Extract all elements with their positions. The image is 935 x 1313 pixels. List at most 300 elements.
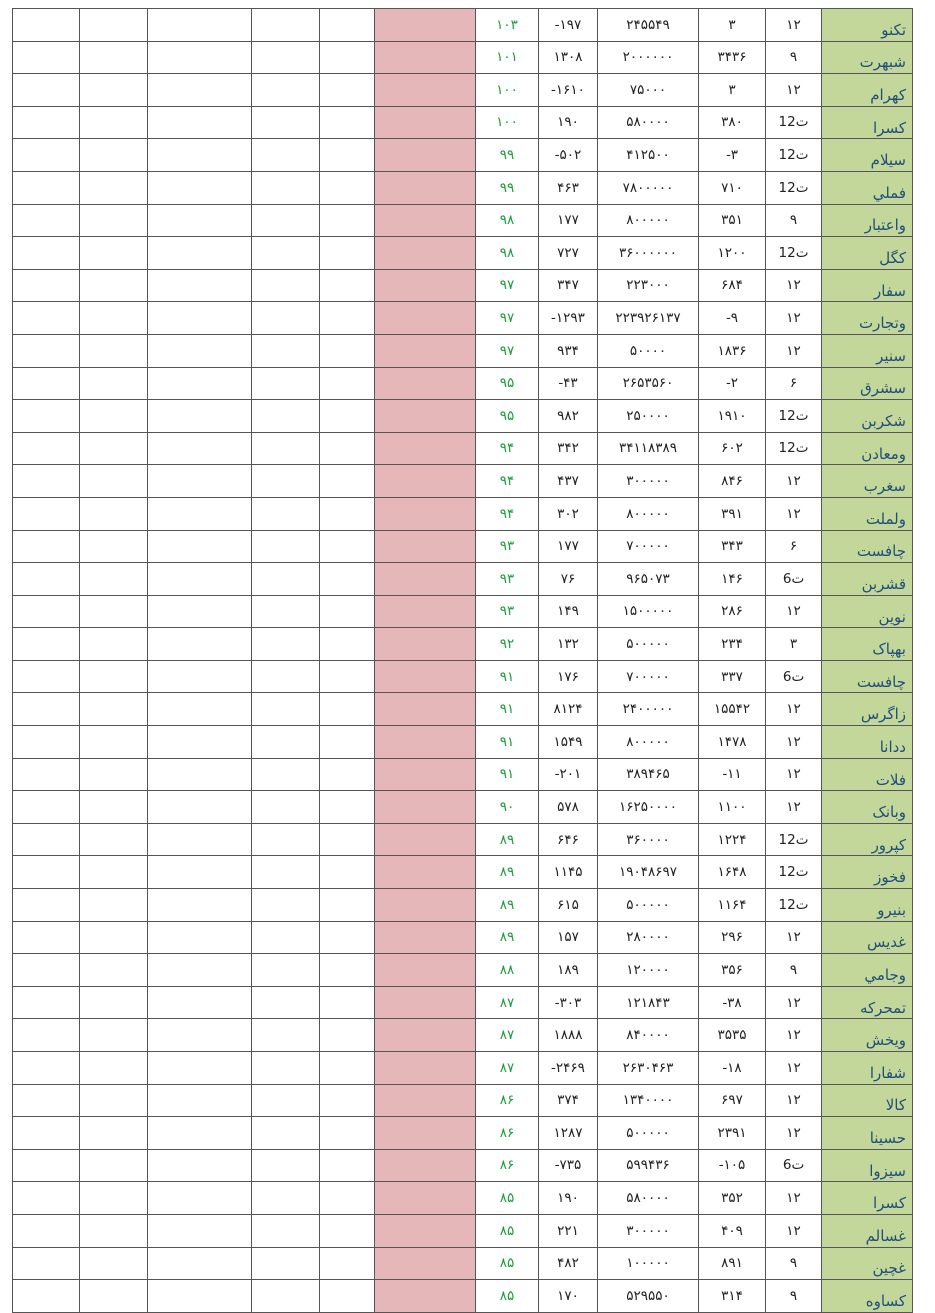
empty-cell[interactable]	[148, 1149, 252, 1182]
change-cell[interactable]: ۱۹۰	[539, 106, 598, 139]
change-cell[interactable]: ۶۴۶	[539, 823, 598, 856]
empty-cell[interactable]	[320, 497, 375, 530]
change-cell[interactable]: ۲۲۱	[539, 1214, 598, 1247]
empty-cell[interactable]	[80, 334, 148, 367]
volume-cell[interactable]: ۵۰۰۰۰	[598, 334, 699, 367]
change-cell[interactable]: ۷۲۷	[539, 237, 598, 270]
empty-cell[interactable]	[13, 889, 80, 922]
pink-cell[interactable]	[375, 791, 476, 824]
pink-cell[interactable]	[375, 302, 476, 335]
group-cell[interactable]: ۱۲	[766, 269, 822, 302]
empty-cell[interactable]	[13, 530, 80, 563]
symbol-cell[interactable]: چافست	[822, 660, 913, 693]
empty-cell[interactable]	[252, 171, 320, 204]
empty-cell[interactable]	[13, 986, 80, 1019]
percent-cell[interactable]: ۹۷	[476, 269, 539, 302]
volume-cell[interactable]: ۵۰۰۰۰۰	[598, 889, 699, 922]
empty-cell[interactable]	[148, 628, 252, 661]
empty-cell[interactable]	[13, 1117, 80, 1150]
volume-cell[interactable]: ۲۲۳۹۲۶۱۳۷	[598, 302, 699, 335]
percent-cell[interactable]: ۹۱	[476, 660, 539, 693]
change-cell[interactable]: ۱۳۰۸	[539, 41, 598, 74]
empty-cell[interactable]	[80, 1149, 148, 1182]
change-cell[interactable]: -۱۹۷	[539, 9, 598, 42]
group-cell[interactable]: 12ت	[766, 856, 822, 889]
empty-cell[interactable]	[320, 367, 375, 400]
percent-cell[interactable]: ۹۷	[476, 302, 539, 335]
percent-cell[interactable]: ۸۹	[476, 856, 539, 889]
change-cell[interactable]: ۱۷۶	[539, 660, 598, 693]
empty-cell[interactable]	[13, 41, 80, 74]
symbol-cell[interactable]: قشربن	[822, 563, 913, 596]
volume-cell[interactable]: ۲۶۳۰۴۶۳	[598, 1052, 699, 1085]
empty-cell[interactable]	[13, 334, 80, 367]
empty-cell[interactable]	[252, 74, 320, 107]
percent-cell[interactable]: ۹۳	[476, 563, 539, 596]
empty-cell[interactable]	[13, 1280, 80, 1313]
empty-cell[interactable]	[13, 302, 80, 335]
empty-cell[interactable]	[252, 1247, 320, 1280]
price-cell[interactable]: ۳۵۳۵	[699, 1019, 766, 1052]
empty-cell[interactable]	[148, 41, 252, 74]
empty-cell[interactable]	[148, 823, 252, 856]
change-cell[interactable]: ۳۷۴	[539, 1084, 598, 1117]
pink-cell[interactable]	[375, 595, 476, 628]
group-cell[interactable]: 12ت	[766, 400, 822, 433]
percent-cell[interactable]: ۹۰	[476, 791, 539, 824]
symbol-cell[interactable]: سیزوا	[822, 1149, 913, 1182]
price-cell[interactable]: ۲۸۶	[699, 595, 766, 628]
group-cell[interactable]: ۱۲	[766, 1084, 822, 1117]
empty-cell[interactable]	[80, 400, 148, 433]
group-cell[interactable]: ۳	[766, 628, 822, 661]
group-cell[interactable]: ۹	[766, 954, 822, 987]
empty-cell[interactable]	[80, 1117, 148, 1150]
empty-cell[interactable]	[148, 1247, 252, 1280]
price-cell[interactable]: ۸۴۶	[699, 465, 766, 498]
empty-cell[interactable]	[13, 726, 80, 759]
group-cell[interactable]: ۹	[766, 1280, 822, 1313]
price-cell[interactable]: ۸۹۱	[699, 1247, 766, 1280]
empty-cell[interactable]	[80, 628, 148, 661]
change-cell[interactable]: ۱۸۸۸	[539, 1019, 598, 1052]
empty-cell[interactable]	[148, 693, 252, 726]
empty-cell[interactable]	[80, 9, 148, 42]
empty-cell[interactable]	[320, 530, 375, 563]
price-cell[interactable]: -۳۸	[699, 986, 766, 1019]
change-cell[interactable]: ۱۵۴۹	[539, 726, 598, 759]
price-cell[interactable]: ۱۲۲۴	[699, 823, 766, 856]
empty-cell[interactable]	[148, 400, 252, 433]
empty-cell[interactable]	[320, 1149, 375, 1182]
empty-cell[interactable]	[13, 563, 80, 596]
percent-cell[interactable]: ۸۷	[476, 986, 539, 1019]
empty-cell[interactable]	[320, 791, 375, 824]
empty-cell[interactable]	[148, 889, 252, 922]
volume-cell[interactable]: ۵۲۹۵۵۰	[598, 1280, 699, 1313]
percent-cell[interactable]: ۹۳	[476, 595, 539, 628]
percent-cell[interactable]: ۹۵	[476, 367, 539, 400]
change-cell[interactable]: ۱۷۷	[539, 204, 598, 237]
symbol-cell[interactable]: سیلام	[822, 139, 913, 172]
group-cell[interactable]: 12ت	[766, 171, 822, 204]
group-cell[interactable]: ۱۲	[766, 726, 822, 759]
volume-cell[interactable]: ۴۱۲۵۰۰	[598, 139, 699, 172]
pink-cell[interactable]	[375, 758, 476, 791]
change-cell[interactable]: -۷۳۵	[539, 1149, 598, 1182]
empty-cell[interactable]	[80, 563, 148, 596]
empty-cell[interactable]	[320, 1182, 375, 1215]
group-cell[interactable]: ۱۲	[766, 497, 822, 530]
pink-cell[interactable]	[375, 1149, 476, 1182]
empty-cell[interactable]	[148, 1019, 252, 1052]
change-cell[interactable]: ۱۱۴۵	[539, 856, 598, 889]
change-cell[interactable]: ۱۵۷	[539, 921, 598, 954]
volume-cell[interactable]: ۱۵۰۰۰۰۰	[598, 595, 699, 628]
empty-cell[interactable]	[13, 1214, 80, 1247]
percent-cell[interactable]: ۸۶	[476, 1117, 539, 1150]
percent-cell[interactable]: ۱۰۰	[476, 74, 539, 107]
empty-cell[interactable]	[320, 1117, 375, 1150]
empty-cell[interactable]	[80, 302, 148, 335]
price-cell[interactable]: -۱۱	[699, 758, 766, 791]
change-cell[interactable]: -۴۳	[539, 367, 598, 400]
pink-cell[interactable]	[375, 660, 476, 693]
symbol-cell[interactable]: سغرب	[822, 465, 913, 498]
price-cell[interactable]: ۱۱۰۰	[699, 791, 766, 824]
volume-cell[interactable]: ۱۲۰۰۰۰	[598, 954, 699, 987]
pink-cell[interactable]	[375, 1214, 476, 1247]
pink-cell[interactable]	[375, 171, 476, 204]
pink-cell[interactable]	[375, 237, 476, 270]
empty-cell[interactable]	[80, 693, 148, 726]
percent-cell[interactable]: ۸۷	[476, 1019, 539, 1052]
empty-cell[interactable]	[13, 432, 80, 465]
percent-cell[interactable]: ۸۷	[476, 1052, 539, 1085]
volume-cell[interactable]: ۵۸۰۰۰۰	[598, 1182, 699, 1215]
symbol-cell[interactable]: غدیس	[822, 921, 913, 954]
symbol-cell[interactable]: وجامي	[822, 954, 913, 987]
group-cell[interactable]: 12ت	[766, 237, 822, 270]
empty-cell[interactable]	[252, 1084, 320, 1117]
empty-cell[interactable]	[320, 856, 375, 889]
empty-cell[interactable]	[13, 856, 80, 889]
volume-cell[interactable]: ۱۹۰۴۸۶۹۷	[598, 856, 699, 889]
pink-cell[interactable]	[375, 334, 476, 367]
empty-cell[interactable]	[80, 791, 148, 824]
percent-cell[interactable]: ۸۹	[476, 823, 539, 856]
empty-cell[interactable]	[320, 400, 375, 433]
pink-cell[interactable]	[375, 41, 476, 74]
group-cell[interactable]: 12ت	[766, 139, 822, 172]
empty-cell[interactable]	[13, 791, 80, 824]
empty-cell[interactable]	[13, 1149, 80, 1182]
percent-cell[interactable]: ۸۸	[476, 954, 539, 987]
price-cell[interactable]: ۳۵۲	[699, 1182, 766, 1215]
empty-cell[interactable]	[13, 921, 80, 954]
empty-cell[interactable]	[320, 302, 375, 335]
empty-cell[interactable]	[148, 954, 252, 987]
empty-cell[interactable]	[148, 791, 252, 824]
empty-cell[interactable]	[80, 237, 148, 270]
symbol-cell[interactable]: تکنو	[822, 9, 913, 42]
empty-cell[interactable]	[252, 823, 320, 856]
percent-cell[interactable]: ۹۱	[476, 693, 539, 726]
symbol-cell[interactable]: شفارا	[822, 1052, 913, 1085]
empty-cell[interactable]	[80, 889, 148, 922]
empty-cell[interactable]	[148, 726, 252, 759]
empty-cell[interactable]	[320, 9, 375, 42]
percent-cell[interactable]: ۸۶	[476, 1084, 539, 1117]
empty-cell[interactable]	[252, 106, 320, 139]
empty-cell[interactable]	[80, 367, 148, 400]
empty-cell[interactable]	[252, 432, 320, 465]
percent-cell[interactable]: ۹۴	[476, 432, 539, 465]
volume-cell[interactable]: ۱۶۲۵۰۰۰۰	[598, 791, 699, 824]
empty-cell[interactable]	[80, 530, 148, 563]
empty-cell[interactable]	[252, 693, 320, 726]
symbol-cell[interactable]: شبهرت	[822, 41, 913, 74]
price-cell[interactable]: -۱۸	[699, 1052, 766, 1085]
price-cell[interactable]: ۳۸۰	[699, 106, 766, 139]
change-cell[interactable]: ۴۶۳	[539, 171, 598, 204]
volume-cell[interactable]: ۳۶۰۰۰۰	[598, 823, 699, 856]
empty-cell[interactable]	[252, 302, 320, 335]
pink-cell[interactable]	[375, 497, 476, 530]
group-cell[interactable]: ۹	[766, 204, 822, 237]
empty-cell[interactable]	[252, 758, 320, 791]
empty-cell[interactable]	[80, 758, 148, 791]
change-cell[interactable]: ۱۸۹	[539, 954, 598, 987]
empty-cell[interactable]	[80, 660, 148, 693]
pink-cell[interactable]	[375, 823, 476, 856]
group-cell[interactable]: ۱۲	[766, 1117, 822, 1150]
price-cell[interactable]: ۳۹۱	[699, 497, 766, 530]
symbol-cell[interactable]: واعتبار	[822, 204, 913, 237]
pink-cell[interactable]	[375, 139, 476, 172]
percent-cell[interactable]: ۹۱	[476, 726, 539, 759]
pink-cell[interactable]	[375, 856, 476, 889]
empty-cell[interactable]	[80, 106, 148, 139]
empty-cell[interactable]	[13, 758, 80, 791]
group-cell[interactable]: ۱۲	[766, 758, 822, 791]
empty-cell[interactable]	[320, 1214, 375, 1247]
price-cell[interactable]: ۱۵۵۴۲	[699, 693, 766, 726]
empty-cell[interactable]	[80, 465, 148, 498]
pink-cell[interactable]	[375, 367, 476, 400]
volume-cell[interactable]: ۸۰۰۰۰۰	[598, 497, 699, 530]
change-cell[interactable]: ۳۴۲	[539, 432, 598, 465]
empty-cell[interactable]	[148, 106, 252, 139]
empty-cell[interactable]	[13, 9, 80, 42]
pink-cell[interactable]	[375, 1117, 476, 1150]
volume-cell[interactable]: ۱۰۰۰۰۰	[598, 1247, 699, 1280]
symbol-cell[interactable]: سشرق	[822, 367, 913, 400]
price-cell[interactable]: ۲۹۶	[699, 921, 766, 954]
empty-cell[interactable]	[320, 660, 375, 693]
empty-cell[interactable]	[320, 726, 375, 759]
group-cell[interactable]: ۱۲	[766, 9, 822, 42]
empty-cell[interactable]	[148, 139, 252, 172]
empty-cell[interactable]	[252, 921, 320, 954]
empty-cell[interactable]	[80, 1280, 148, 1313]
percent-cell[interactable]: ۹۸	[476, 204, 539, 237]
empty-cell[interactable]	[252, 139, 320, 172]
percent-cell[interactable]: ۸۵	[476, 1214, 539, 1247]
empty-cell[interactable]	[252, 628, 320, 661]
price-cell[interactable]: ۶۹۷	[699, 1084, 766, 1117]
change-cell[interactable]: ۵۷۸	[539, 791, 598, 824]
percent-cell[interactable]: ۸۵	[476, 1247, 539, 1280]
pink-cell[interactable]	[375, 563, 476, 596]
empty-cell[interactable]	[13, 74, 80, 107]
symbol-cell[interactable]: فملي	[822, 171, 913, 204]
symbol-cell[interactable]: کسرا	[822, 1182, 913, 1215]
symbol-cell[interactable]: وبانک	[822, 791, 913, 824]
empty-cell[interactable]	[148, 530, 252, 563]
empty-cell[interactable]	[320, 823, 375, 856]
price-cell[interactable]: ۱۹۱۰	[699, 400, 766, 433]
empty-cell[interactable]	[148, 334, 252, 367]
percent-cell[interactable]: ۹۴	[476, 497, 539, 530]
empty-cell[interactable]	[320, 628, 375, 661]
percent-cell[interactable]: ۹۳	[476, 530, 539, 563]
group-cell[interactable]: ۶	[766, 530, 822, 563]
empty-cell[interactable]	[148, 1084, 252, 1117]
volume-cell[interactable]: ۳۶۰۰۰۰۰۰	[598, 237, 699, 270]
pink-cell[interactable]	[375, 1052, 476, 1085]
empty-cell[interactable]	[148, 1117, 252, 1150]
empty-cell[interactable]	[320, 139, 375, 172]
pink-cell[interactable]	[375, 204, 476, 237]
volume-cell[interactable]: ۷۰۰۰۰۰	[598, 530, 699, 563]
symbol-cell[interactable]: کپرور	[822, 823, 913, 856]
price-cell[interactable]: ۳۳۷	[699, 660, 766, 693]
empty-cell[interactable]	[148, 563, 252, 596]
empty-cell[interactable]	[320, 954, 375, 987]
group-cell[interactable]: ۱۲	[766, 334, 822, 367]
empty-cell[interactable]	[148, 921, 252, 954]
percent-cell[interactable]: ۸۶	[476, 1149, 539, 1182]
empty-cell[interactable]	[252, 465, 320, 498]
empty-cell[interactable]	[13, 1084, 80, 1117]
empty-cell[interactable]	[320, 106, 375, 139]
pink-cell[interactable]	[375, 628, 476, 661]
volume-cell[interactable]: ۵۰۰۰۰۰	[598, 628, 699, 661]
empty-cell[interactable]	[252, 1019, 320, 1052]
change-cell[interactable]: ۱۴۹	[539, 595, 598, 628]
price-cell[interactable]: ۷۱۰	[699, 171, 766, 204]
empty-cell[interactable]	[252, 791, 320, 824]
symbol-cell[interactable]: فخوز	[822, 856, 913, 889]
symbol-cell[interactable]: ددانا	[822, 726, 913, 759]
change-cell[interactable]: -۱۶۱۰	[539, 74, 598, 107]
symbol-cell[interactable]: کهرام	[822, 74, 913, 107]
empty-cell[interactable]	[320, 889, 375, 922]
empty-cell[interactable]	[80, 269, 148, 302]
pink-cell[interactable]	[375, 1182, 476, 1215]
price-cell[interactable]: ۳	[699, 9, 766, 42]
empty-cell[interactable]	[252, 1214, 320, 1247]
symbol-cell[interactable]: حسینا	[822, 1117, 913, 1150]
empty-cell[interactable]	[80, 497, 148, 530]
empty-cell[interactable]	[252, 889, 320, 922]
symbol-cell[interactable]: بهپاک	[822, 628, 913, 661]
price-cell[interactable]: ۳۴۳	[699, 530, 766, 563]
volume-cell[interactable]: ۹۶۵۰۷۳	[598, 563, 699, 596]
pink-cell[interactable]	[375, 921, 476, 954]
price-cell[interactable]: ۶۸۴	[699, 269, 766, 302]
group-cell[interactable]: ۶	[766, 367, 822, 400]
empty-cell[interactable]	[252, 334, 320, 367]
change-cell[interactable]: ۱۲۸۷	[539, 1117, 598, 1150]
volume-cell[interactable]: ۲۶۵۳۵۶۰	[598, 367, 699, 400]
change-cell[interactable]: ۱۷۰	[539, 1280, 598, 1313]
percent-cell[interactable]: ۹۹	[476, 171, 539, 204]
price-cell[interactable]: -۳	[699, 139, 766, 172]
empty-cell[interactable]	[80, 432, 148, 465]
empty-cell[interactable]	[80, 74, 148, 107]
change-cell[interactable]: ۹۳۴	[539, 334, 598, 367]
change-cell[interactable]: -۲۴۶۹	[539, 1052, 598, 1085]
group-cell[interactable]: ۱۲	[766, 921, 822, 954]
volume-cell[interactable]: ۵۹۹۴۳۶	[598, 1149, 699, 1182]
empty-cell[interactable]	[13, 823, 80, 856]
group-cell[interactable]: ۱۲	[766, 465, 822, 498]
empty-cell[interactable]	[148, 660, 252, 693]
empty-cell[interactable]	[148, 758, 252, 791]
empty-cell[interactable]	[80, 921, 148, 954]
volume-cell[interactable]: ۷۵۰۰۰	[598, 74, 699, 107]
group-cell[interactable]: ۱۲	[766, 791, 822, 824]
group-cell[interactable]: ۹	[766, 1247, 822, 1280]
symbol-cell[interactable]: غچین	[822, 1247, 913, 1280]
empty-cell[interactable]	[252, 1117, 320, 1150]
symbol-cell[interactable]: ولملت	[822, 497, 913, 530]
change-cell[interactable]: ۳۰۲	[539, 497, 598, 530]
pink-cell[interactable]	[375, 1247, 476, 1280]
empty-cell[interactable]	[148, 856, 252, 889]
empty-cell[interactable]	[252, 237, 320, 270]
empty-cell[interactable]	[320, 74, 375, 107]
price-cell[interactable]: ۳۴۳۶	[699, 41, 766, 74]
pink-cell[interactable]	[375, 726, 476, 759]
empty-cell[interactable]	[320, 693, 375, 726]
percent-cell[interactable]: ۹۴	[476, 465, 539, 498]
price-cell[interactable]: ۳۱۴	[699, 1280, 766, 1313]
group-cell[interactable]: 12ت	[766, 106, 822, 139]
empty-cell[interactable]	[252, 9, 320, 42]
empty-cell[interactable]	[148, 595, 252, 628]
empty-cell[interactable]	[252, 1182, 320, 1215]
empty-cell[interactable]	[13, 497, 80, 530]
price-cell[interactable]: -۱۰۵	[699, 1149, 766, 1182]
price-cell[interactable]: ۳۵۱	[699, 204, 766, 237]
group-cell[interactable]: 12ت	[766, 823, 822, 856]
empty-cell[interactable]	[320, 465, 375, 498]
empty-cell[interactable]	[252, 41, 320, 74]
change-cell[interactable]: ۱۷۷	[539, 530, 598, 563]
price-cell[interactable]: ۳۵۶	[699, 954, 766, 987]
empty-cell[interactable]	[252, 856, 320, 889]
group-cell[interactable]: ۱۲	[766, 1019, 822, 1052]
pink-cell[interactable]	[375, 954, 476, 987]
empty-cell[interactable]	[80, 856, 148, 889]
symbol-cell[interactable]: ومعادن	[822, 432, 913, 465]
symbol-cell[interactable]: زاگرس	[822, 693, 913, 726]
empty-cell[interactable]	[148, 1182, 252, 1215]
change-cell[interactable]: ۳۴۷	[539, 269, 598, 302]
